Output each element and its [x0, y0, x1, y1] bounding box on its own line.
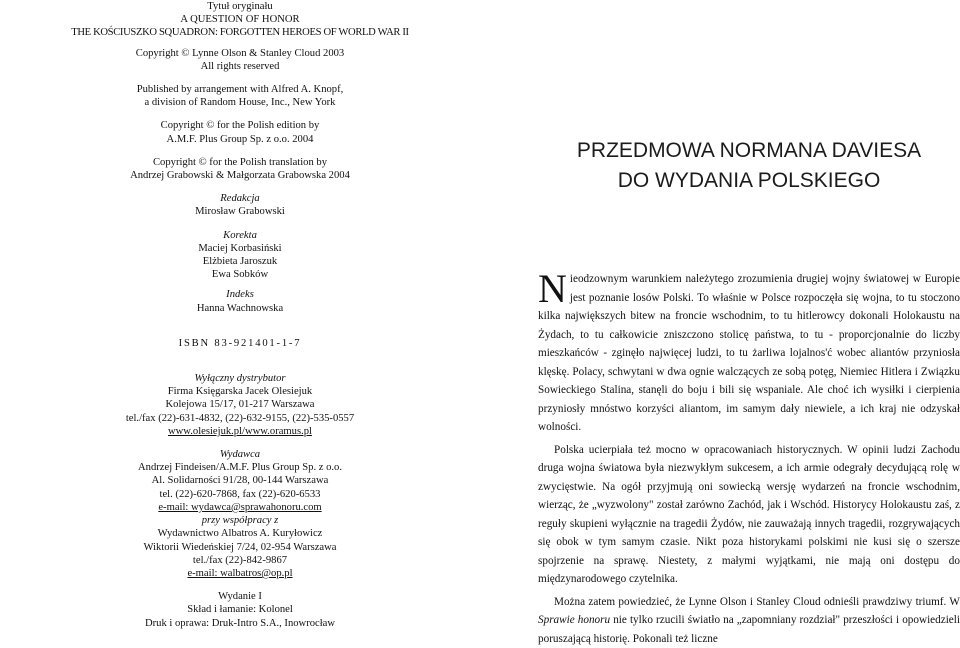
spacer [0, 146, 480, 156]
imprint-line: ISBN 83-921401-1-7 [0, 337, 480, 350]
imprint-line: Wyłączny dystrybutor [0, 372, 480, 385]
preface-paragraph-3 [538, 593, 960, 648]
preface-title-line-2: DO WYDANIA POLSKIEGO [538, 166, 960, 196]
imprint-line: Ewa Sobków [0, 268, 480, 281]
imprint-line: Korekta [0, 229, 480, 242]
copyright-page [0, 0, 480, 647]
spacer [0, 182, 480, 192]
spacer [0, 219, 480, 229]
imprint-line: All rights reserved [0, 60, 480, 73]
preface-paragraph-1 [538, 270, 960, 437]
imprint-line: Skład i łamanie: Kolonel [0, 603, 480, 616]
imprint-line: Elżbieta Jaroszuk [0, 255, 480, 268]
imprint-line: tel. (22)-620-7868, fax (22)-620-6533 [0, 488, 480, 501]
imprint-line: Wydawca [0, 448, 480, 461]
preface-title [538, 136, 960, 196]
spacer [0, 281, 480, 288]
imprint-line: Copyright © for the Polish edition by [0, 119, 480, 132]
imprint-line: Tytuł oryginału [0, 0, 480, 13]
imprint-line: Wiktorii Wiedeńskiej 7/24, 02-954 Warszawa [0, 541, 480, 554]
drop-cap: N [538, 272, 567, 306]
spacer [0, 350, 480, 372]
imprint-line: Andrzej Grabowski & Małgorzata Grabowska 2004 [0, 169, 480, 182]
imprint-line: Copyright © for the Polish translation by [0, 156, 480, 169]
imprint-line[interactable]: e-mail: walbatros@op.pl [0, 567, 480, 580]
imprint-line: Wydawnictwo Albatros A. Kuryłowicz [0, 527, 480, 540]
imprint-line: Mirosław Grabowski [0, 205, 480, 218]
imprint-line: Andrzej Findeisen/A.M.F. Plus Group Sp. z o.o. [0, 461, 480, 474]
paragraph-text: Można zatem powiedzieć, że Lynne Olson i Stanley Cloud odnieśli prawdziwy triumf. W Sprawie honoru nie tylko rzucili światło na „zapomniany rozdział" przeszłości i opowiedzieli poruszającą historię. Pokonali też liczne [538, 596, 960, 645]
imprint-line: Hanna Wachnowska [0, 302, 480, 315]
imprint-line: THE KOŚCIUSZKO SQUADRON: FORGOTTEN HEROES OF WORLD WAR II [0, 26, 480, 39]
spacer [0, 40, 480, 47]
imprint-line: Wydanie I [0, 590, 480, 603]
imprint-line: Maciej Korbasiński [0, 242, 480, 255]
spacer [0, 73, 480, 83]
spacer [0, 438, 480, 448]
imprint-line: Copyright © Lynne Olson & Stanley Cloud 2003 [0, 47, 480, 60]
imprint-line: A.M.F. Plus Group Sp. z o.o. 2004 [0, 133, 480, 146]
imprint-line: tel./fax (22)-631-4832, (22)-632-9155, (22)-535-0557 [0, 412, 480, 425]
spacer [0, 109, 480, 119]
imprint-line: tel./fax (22)-842-9867 [0, 554, 480, 567]
imprint-line[interactable]: e-mail: wydawca@sprawahonoru.com [0, 501, 480, 514]
imprint-line: a division of Random House, Inc., New York [0, 96, 480, 109]
imprint-line: A QUESTION OF HONOR [0, 13, 480, 26]
book-title-italic: Sprawie honoru [538, 614, 610, 626]
preface-paragraph-2: Polska ucierpiała też mocno w opracowaniach historycznych. W opinii ludzi Zachodu druga wojna światowa była niezwykłym sukcesem, a ich armie odegrały decydującą rolę w zwycięstwie. Na ogół przyjmują oni sowiecką wersję wydarzeń na froncie wschodnim, wierząc, że „wyzwolony" został zarówno Zachód, jak i Wschód. Historycy Holokaustu zaś, z reguły skupieni wyłącznie na tragedii Żydów, nie zauważają innych tragedii, rozgrywających się obok w tym samym czasie. Nikt poza historykami polskimi nie kusi się o szersze spojrzenie na sprawę. Niestety, z małymi wyjątkami, nie mają oni dostępu do międzynarodowego czytelnika. [538, 441, 960, 589]
preface-body [538, 270, 960, 648]
preface-page [538, 0, 960, 647]
imprint-line: Indeks [0, 288, 480, 301]
imprint-line: Druk i oprawa: Druk-Intro S.A., Inowrocław [0, 617, 480, 630]
preface-title-line-1: PRZEDMOWA NORMANA DAVIESA [538, 136, 960, 166]
imprint-lines [0, 0, 480, 630]
paragraph-text: ieodzownym warunkiem należytego zrozumienia drugiej wojny światowej w Europie jest poznanie losów Polski. To właśnie w Polsce rozpoczęła się wojna, to tu stoczono kilka największych bitew na froncie wschodnim, to tu hitlerowcy dokonali Holokaustu na Żydach, to tu całkowicie zniszczono stolicę państwa, to tu - proporcjonalnie do liczby mieszkańców - zginęło najwięcej ludzi, to tu żarliwa lojalnos'ć wobec aliantów przyniosła klęskę. Polacy, schwytani w dwa ognie walczących ze sobą potęg, Niemiec Hitlera i Związku Sowieckiego Stalina, stanęli do boju i bili się wspaniale. Ale choć ich wysiłki i cierpienia przyniosły mnóstwo korzyści aliantom, im samym dały niewiele, a ich kraj nie odzyskał wolności. [538, 273, 960, 433]
imprint-line: Published by arrangement with Alfred A. Knopf, [0, 83, 480, 96]
imprint-line: Kolejowa 15/17, 01-217 Warszawa [0, 398, 480, 411]
imprint-line[interactable]: www.olesiejuk.pl/www.oramus.pl [0, 425, 480, 438]
imprint-line: Al. Solidarności 91/28, 00-144 Warszawa [0, 474, 480, 487]
imprint-line: Redakcja [0, 192, 480, 205]
spacer [0, 580, 480, 590]
imprint-line: Firma Księgarska Jacek Olesiejuk [0, 385, 480, 398]
imprint-line: przy współpracy z [0, 514, 480, 527]
spacer [0, 315, 480, 337]
